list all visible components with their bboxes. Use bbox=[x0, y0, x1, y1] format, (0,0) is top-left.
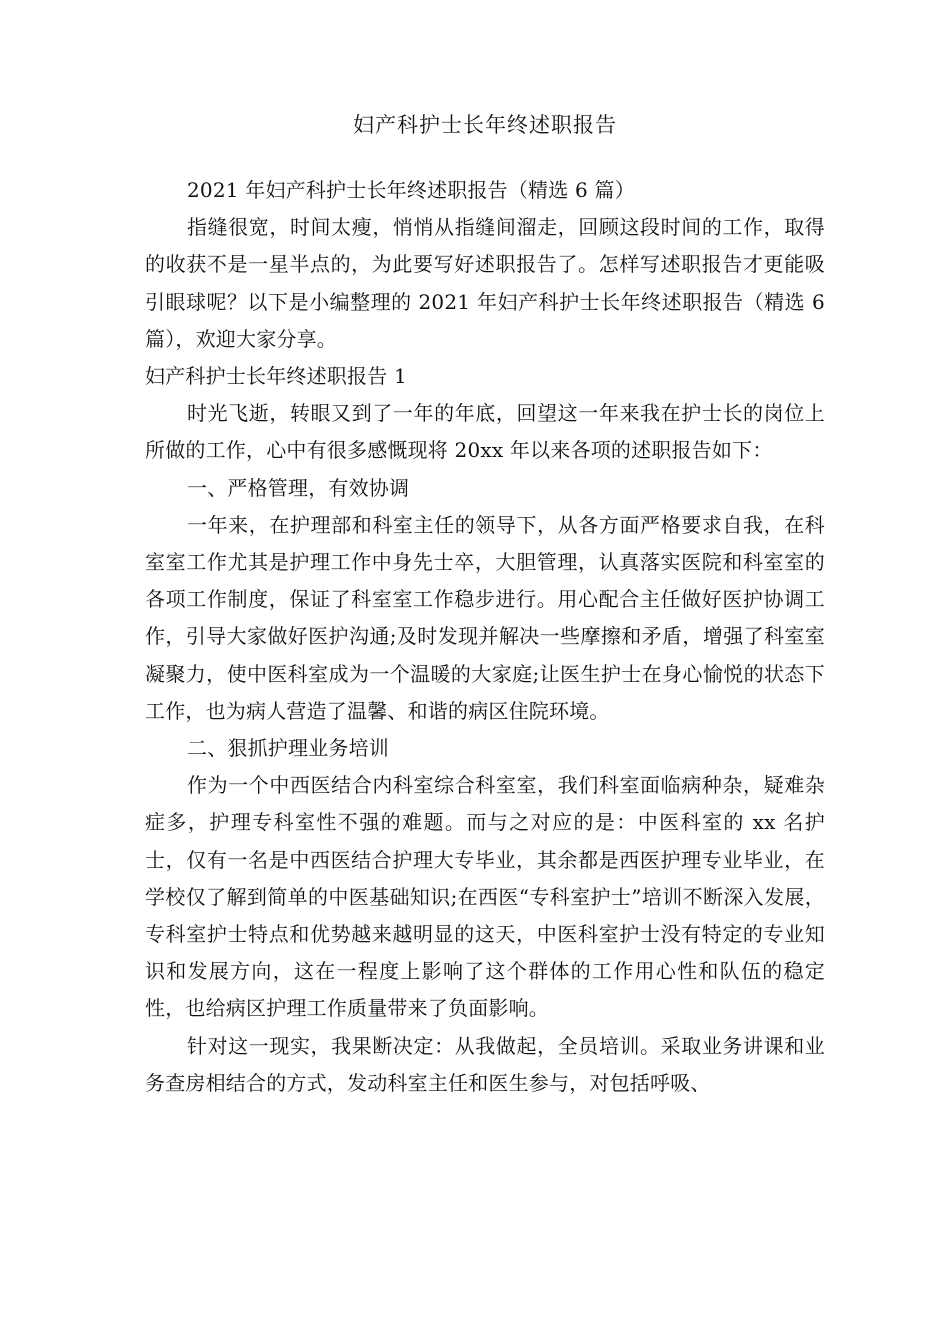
paragraph: 2021 年妇产科护士长年终述职报告（精选 6 篇） bbox=[187, 178, 635, 202]
section-heading: 妇产科护士长年终述职报告 1 bbox=[145, 364, 407, 389]
subsection-heading: 二、狠抓护理业务培训 bbox=[187, 736, 389, 761]
document-title: 妇产科护士长年终述职报告 bbox=[353, 113, 617, 137]
paragraph: 时光飞逝，转眼又到了一年的年底，回望这一年来我在护士长的岗位上所做的工作，心中有很多感慨现将 20xx 年以来各项的述职报告如下： bbox=[145, 401, 825, 463]
subsection-heading: 一、严格管理，有效协调 bbox=[187, 475, 410, 500]
document-body bbox=[145, 172, 825, 1102]
paragraph: 针对这一现实，我果断决定：从我做起，全员培训。采取业务讲课和业务查房相结合的方式，发动科室主任和医生参与，对包括呼吸、 bbox=[145, 1033, 825, 1095]
document-page bbox=[145, 104, 825, 1102]
paragraph: 指缝很宽，时间太瘦，悄悄从指缝间溜走，回顾这段时间的工作，取得的收获不是一星半点的，为此要写好述职报告了。怎样写述职报告才更能吸引眼球呢？以下是小编整理的 2021 年妇产科护士长年终述职报告（精选 6 篇），欢迎大家分享。 bbox=[145, 215, 825, 351]
paragraph: 作为一个中西医结合内科室综合科室室，我们科室面临病种杂，疑难杂症多，护理专科室性不强的难题。而与之对应的是：中医科室的 xx 名护士，仅有一名是中西医结合护理大专毕业，其余都是西医护理专业毕业，在学校仅了解到简单的中医基础知识;在西医“专科室护士”培训不断深入发展，专科室护士特点和优势越来越明显的这天，中医科室护士没有特定的专业知识和发展方向，这在一程度上影响了这个群体的工作用心性和队伍的稳定性，也给病区护理工作质量带来了负面影响。 bbox=[145, 773, 825, 1021]
paragraph: 一年来，在护理部和科室主任的领导下，从各方面严格要求自我，在科室室工作尤其是护理工作中身先士卒，大胆管理，认真落实医院和科室室的各项工作制度，保证了科室室工作稳步进行。用心配合主任做好医护协调工作，引导大家做好医护沟通;及时发现并解决一些摩擦和矛盾，增强了科室室凝聚力，使中医科室成为一个温暖的大家庭;让医生护士在身心愉悦的状态下工作，也为病人营造了温馨、和谐的病区住院环境。 bbox=[145, 512, 825, 723]
